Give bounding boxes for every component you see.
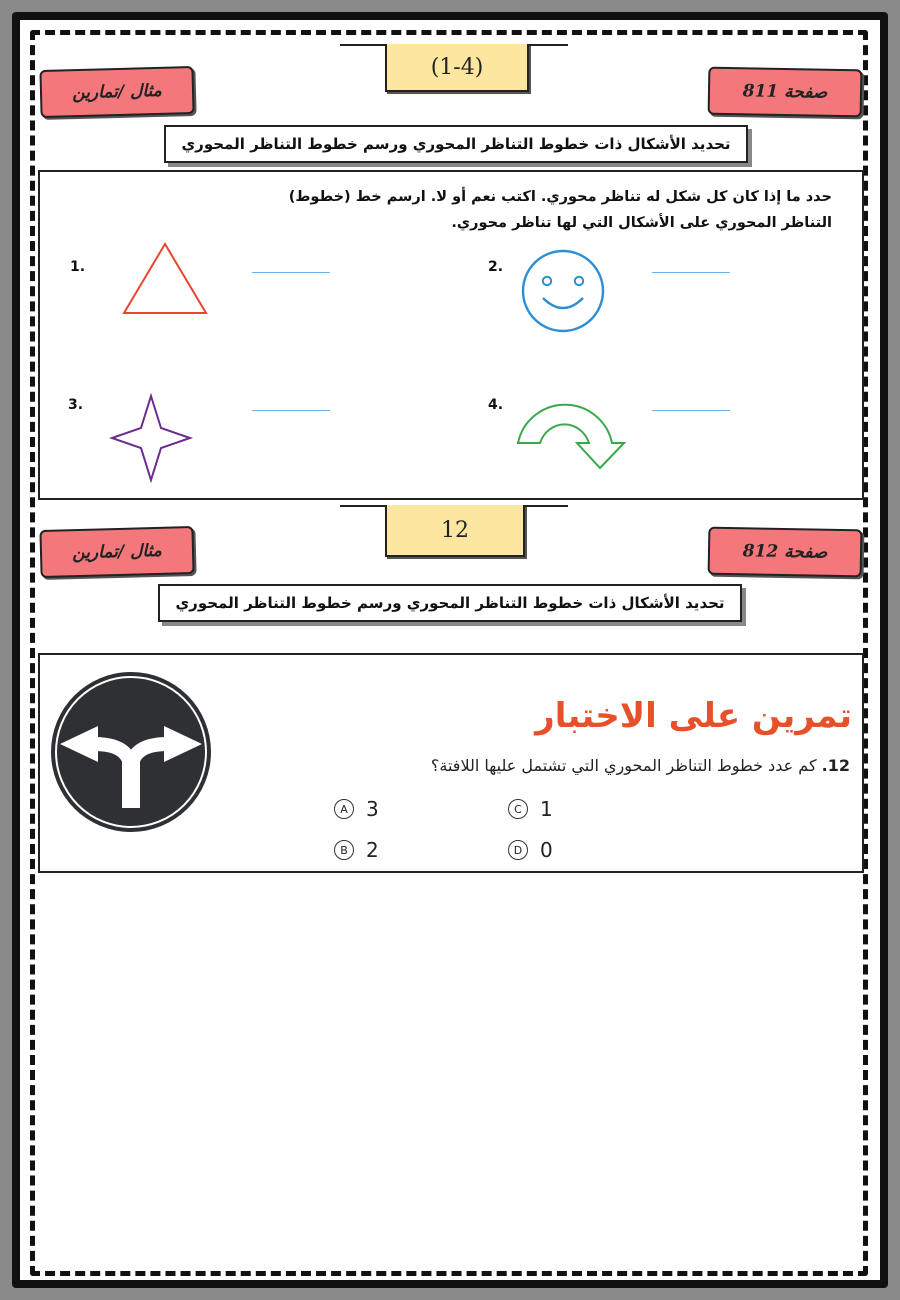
curved-arrow-icon <box>510 390 630 472</box>
item-number: 3. <box>68 397 84 413</box>
option-value: 2 <box>366 838 379 862</box>
page-number-tag <box>708 527 863 578</box>
example-label: مثال /تمارين <box>71 80 162 104</box>
instructions-line-2: التناظر المحوري على الأشكال التي لها تناظر محوري. <box>451 215 832 231</box>
example-label-tag <box>39 526 194 578</box>
smiley-face-icon <box>518 248 608 334</box>
question-text: كم عدد خطوط التناظر المحوري التي تشتمل عليها اللافتة؟ <box>430 756 817 775</box>
option-a[interactable] <box>334 797 379 821</box>
option-c[interactable] <box>508 797 553 821</box>
example-label-tag <box>39 66 194 118</box>
item-number: 2. <box>488 259 504 275</box>
option-value: 3 <box>366 797 379 821</box>
instructions-line-1: حدد ما إذا كان كل شكل له تناظر محوري. اكتب نعم أو لا. ارسم خط (خطوط) <box>288 189 832 205</box>
question <box>240 756 850 775</box>
section-number-tab: 12 <box>385 505 525 557</box>
option-d[interactable] <box>508 838 553 862</box>
section-title <box>164 125 748 163</box>
page-number-label: صفحة 811 <box>742 81 828 103</box>
triangle-icon <box>120 240 210 318</box>
option-value: 0 <box>540 838 553 862</box>
item-number: 4. <box>488 397 504 413</box>
option-value: 1 <box>540 797 553 821</box>
answer-line[interactable] <box>652 272 730 273</box>
quiz-title: تمرين على الاختبار <box>535 696 852 736</box>
question-number: 12. <box>821 756 850 775</box>
page-number-label: صفحة 812 <box>742 541 828 563</box>
road-fork-sign-icon <box>42 668 220 838</box>
section-title-text: تحديد الأشكال ذات خطوط التناظر المحوري ورسم خطوط التناظر المحوري <box>181 135 731 153</box>
answer-line[interactable] <box>252 272 330 273</box>
answer-line[interactable] <box>652 410 730 411</box>
section-number-tab: (1-4) <box>385 44 529 92</box>
option-letter: D <box>508 840 528 860</box>
item-number: 1. <box>70 259 86 275</box>
section-title <box>158 584 742 622</box>
answer-line[interactable] <box>252 410 330 411</box>
section-title-text: تحديد الأشكال ذات خطوط التناظر المحوري ورسم خطوط التناظر المحوري <box>175 594 725 612</box>
option-b[interactable] <box>334 838 379 862</box>
four-point-star-icon <box>106 392 196 484</box>
option-letter: C <box>508 799 528 819</box>
page-number-tag <box>708 67 863 118</box>
option-letter: A <box>334 799 354 819</box>
option-letter: B <box>334 840 354 860</box>
example-label: مثال /تمارين <box>71 540 162 564</box>
